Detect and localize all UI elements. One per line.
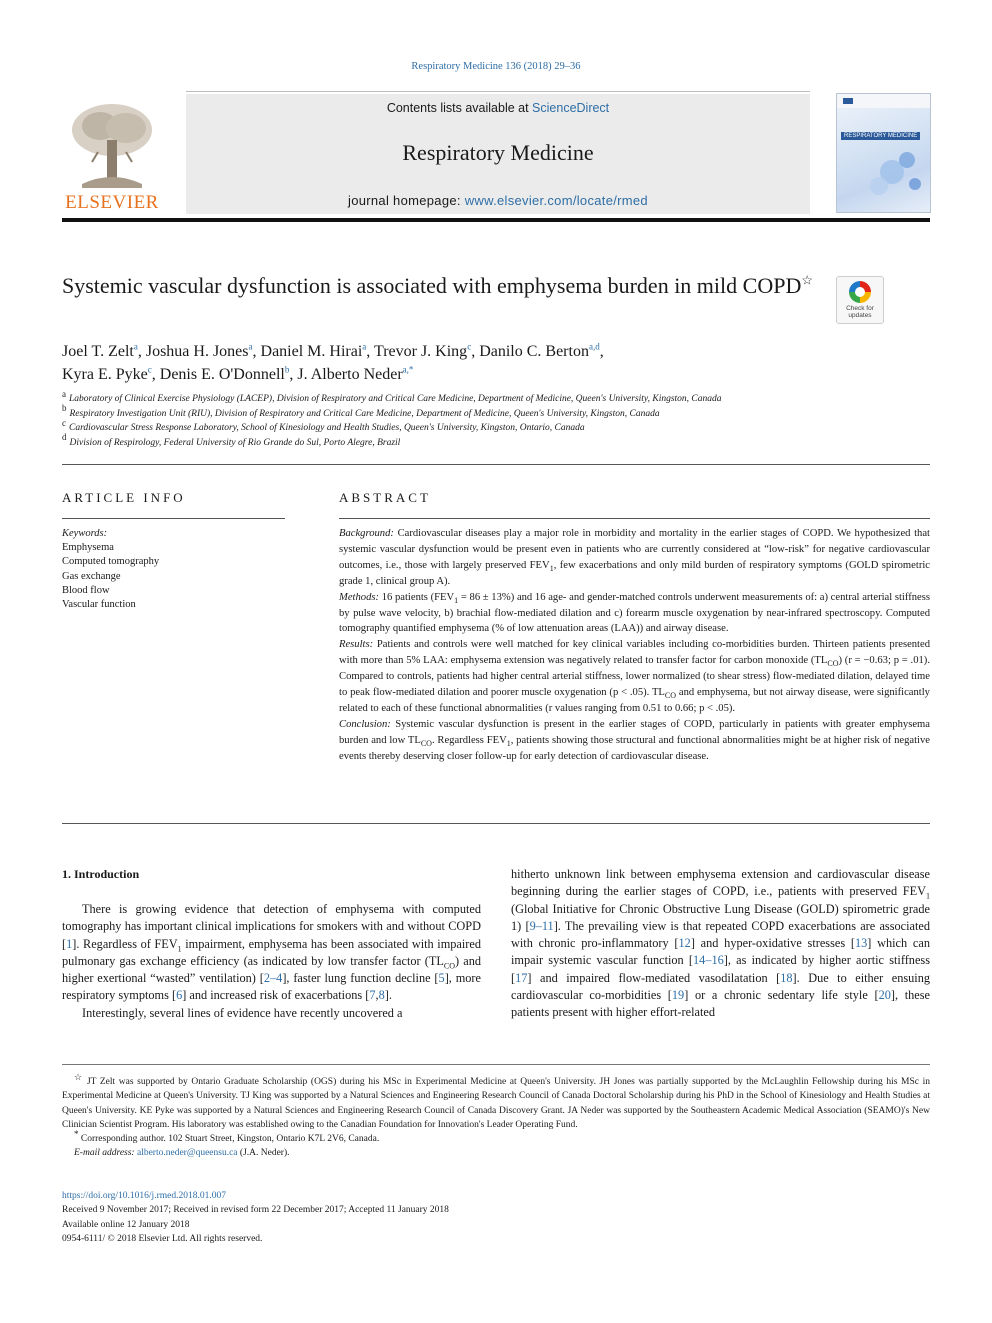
keyword: Blood flow [62,584,110,596]
abstract-methods [339,590,930,638]
contents-availability [186,101,810,115]
homepage-label: journal homepage: [348,193,465,208]
affiliation-mark: a [62,388,66,399]
author[interactable] [479,343,600,360]
author-affiliation-mark[interactable]: b [284,364,290,375]
keyword: Computed tomography [62,556,160,568]
online-date: Available online 12 January 2018 [62,1219,190,1230]
text: JT Zelt was supported by Ontario Graduate Scholarship (OGS) during his MSc in Experimental Medicine at Queen's University. JH Jones was partially supported by the McLaughlin Fellowship during his MSc in Experimental Medicine at Queen's University. TJ King was supported by a Natural Sciences and Engineering Research Council of Canada Doctoral Scholarship during his PhD in the School of Kinesiology and Health Studies at Queen's University. KE Pyke was supported by a Natural Sciences and Engineering Research Council of Canada Discovery Grant. JA Neder was supported by the Southeastern Academic Medical Association (SEAMO)'s New Clinician Scientist Program. His laboratory was established owing to the Canadian Foundation for Innovation's Leader Operating Fund. [62,1077,931,1130]
text: hitherto unknown link between emphysema extension and cardiovascular disease beginning during the earlier stages of COPD, i.e., patients with preserved FEV [511,867,930,899]
footnote-mark: ☆ [74,1071,84,1082]
affiliation [62,432,922,451]
author-name: Kyra E. Pyke [62,366,148,383]
text: ) and higher exertional “wasted” ventilation) [ [62,953,481,986]
text: ] and increased risk of exacerbations [ [182,988,370,1003]
check-for-updates-button[interactable] [836,276,884,324]
reference-link[interactable]: 19 [671,988,685,1003]
cover-title: RESPIRATORY MEDICINE [841,132,920,140]
journal-title: Respiratory Medicine [402,140,594,165]
elsevier-tree-icon [62,100,162,190]
reference-link[interactable]: 20 [878,988,891,1003]
reference-link[interactable]: 6 [176,988,183,1003]
affiliation-text: Cardiovascular Stress Response Laboratory, School of Kinesiology and Health Studies, Queen's University, Kingston, Ontario, Canada [69,423,585,433]
affiliation-mark: d [62,432,67,443]
masthead-bottom-rule [62,218,930,222]
reference-link[interactable]: 17 [515,970,528,985]
author-name: Danilo C. Berton [479,343,589,360]
affiliation-list [62,388,922,450]
affiliation-text: Division of Respirology, Federal University of Rio Grande do Sul, Porto Alegre, Brazil [69,437,401,448]
keywords-block [62,527,285,612]
reference-link[interactable]: 2–4 [263,971,283,986]
title-footnote-mark[interactable]: ☆ [801,272,813,288]
text: Interestingly, several lines of evidence have recently uncovered a [82,1005,403,1020]
author[interactable] [62,366,152,383]
affiliation-text: Laboratory of Clinical Exercise Physiology (LACEP), Division of Respiratory and Critical Care Medicine, Department of Medicine, Queen's University, Kingston, Canada [69,394,722,404]
doi-link[interactable]: https://doi.org/10.1016/j.rmed.2018.01.007 [62,1191,226,1201]
text: There is growing evidence that detection of emphysema with computed tomography has important clinical implications for smokers with and without COPD [ [62,902,481,951]
author-name: Joel T. Zelt [62,343,134,360]
corresponding-footnote [62,1129,930,1146]
paragraph: There is growing evidence that detection of emphysema with computed tomography has important clinical implications for smokers with and without COPD [1]. Regardless of $FEV_1$ impairment, emphysema has been associated with impaired pulmonary gas exchange efficiency (as indicated by low transfer factor $(TL_{CO})$ and higher exertional “wasted” ventilation) [2–4], faster lung function decline [5], more respiratory symptoms [6] and increased risk of exacerbations [7,8]. [62,902,481,1003]
intro-left-column [62,901,481,1022]
author-separator: , [366,343,374,360]
subscript: CO [420,738,432,748]
homepage-link[interactable]: www.elsevier.com/locate/rmed [464,193,648,208]
crossmark-icon [849,281,871,303]
keyword: Gas exchange [62,570,121,582]
subscript: 1 [549,563,554,573]
divider [62,518,285,519]
elsevier-wordmark: ELSEVIER [65,192,159,213]
publication-info [62,1189,930,1247]
affiliation-mark: c [62,417,66,428]
author-list [62,340,882,386]
keyword: Vascular function [62,599,136,611]
text: , patients showing those structural and functional abnormalities might be at higher risk of negative events thereby deserving closer follow-up for early detection of cardiovascular disease. [339,734,930,762]
author-separator: , [471,343,480,360]
divider [62,823,930,824]
email-link[interactable]: alberto.neder@queensu.ca [136,1148,238,1159]
reference-link[interactable]: 12 [678,936,691,951]
text: ], more respiratory symptoms [ [62,971,481,1003]
text: (Global Initiative for Chronic Obstructive Lung Disease (GOLD) spirometric grade 1) [ [511,901,930,933]
subscript: CO [443,961,455,971]
divider [62,464,930,465]
text: ] and hyper-oxidative stresses [ [690,936,855,951]
text: ] or a chronic sedentary life style [ [684,988,879,1003]
email-label: E-mail address: [74,1148,135,1159]
subscript: 1 [454,595,459,605]
footnote-mark: * [74,1129,79,1140]
author-separator: , [151,366,160,383]
affiliation-mark: b [62,403,67,414]
author-name: Joshua H. Jones [145,343,249,360]
author-affiliation-mark[interactable]: a,d [588,341,600,352]
paragraph [62,1005,481,1022]
article-title-text: Systemic vascular dysfunction is associated with emphysema burden in mild COPD [62,273,802,298]
author-name: Denis E. O'Donnell [159,366,285,383]
journal-homepage [186,193,810,208]
author[interactable] [297,366,413,383]
reference-link[interactable]: 13 [854,936,868,951]
divider [339,518,930,519]
subscript: 1 [926,891,930,901]
author[interactable] [62,343,138,360]
copyright: 0954-6111/ © 2018 Elsevier Ltd. All rights reserved. [62,1234,263,1245]
author-separator: , [599,343,604,360]
received-dates: Received 9 November 2017; Received in revised form 22 December 2017; Accepted 11 January 2018 [62,1205,449,1216]
author-affiliation-mark[interactable]: a,* [402,364,414,375]
masthead-top-rule [186,91,810,92]
contents-prefix: Contents lists available at [386,101,533,115]
author[interactable] [160,366,290,383]
text: , few exacerbations and only mild burden of respiratory symptoms (GOLD spirometric grade 1, clinical group A). [339,559,930,587]
cover-art-icon [837,94,930,212]
reference-link[interactable]: 1 [66,936,73,951]
text: ]. Regardless of FEV [72,936,178,951]
affiliation [62,417,922,436]
keyword: Emphysema [62,542,114,554]
text: Systemic vascular dysfunction is present in the earlier stages of COPD, particularly in patients with greater emphysema burden and low TL [339,718,930,746]
text: ] which can impair systemic vascular function [ [511,936,930,968]
author-name: J. Alberto Neder [297,366,403,383]
abstract-body [339,526,930,765]
author-affiliation-mark[interactable]: a [248,341,253,352]
author[interactable] [261,343,367,360]
author-affiliation-mark[interactable]: a [133,341,138,352]
paragraph [511,866,930,1022]
crossmark-label: Check for updates [846,305,874,319]
text: ] and impaired flow-mediated vasodilatation [ [527,970,781,985]
abstract-conclusion [339,717,930,765]
text: ], as indicated by higher aortic stiffness [ [511,953,930,985]
reference-link[interactable]: 8 [378,988,385,1003]
journal-citation[interactable]: Respiratory Medicine 136 (2018) 29–36 [411,61,581,72]
text: Cardiovascular diseases play a major role in morbidity and mortality in the earlier stages of COPD. We hypothesized that systemic vascular dysfunction would be present even in patients who are currently considered at “low-risk” for negative cardiovascular outcomes, i.e., those with largely preserved FEV [339,528,930,571]
affiliation [62,388,922,407]
reference-link[interactable]: 5 [438,971,445,986]
subscript: 1 [177,944,182,954]
reference-link[interactable]: 18 [780,970,793,985]
author-separator: , [137,343,146,360]
author-name: Trevor J. King [373,343,468,360]
author-affiliation-mark[interactable]: c [147,364,152,375]
email-footnote [62,1146,930,1160]
text: . Regardless FEV [431,734,507,746]
abstract-heading: ABSTRACT [339,490,431,505]
text: impairment, emphysema has been associated with impaired pulmonary gas exchange efficiency (as indicated by low transfer factor (TL [62,936,481,968]
text: ], these patients present with higher effort-related [511,988,931,1020]
author[interactable] [146,343,253,360]
sciencedirect-link[interactable]: ScienceDirect [532,101,610,115]
reference-link[interactable]: 7 [369,988,376,1003]
text: ], faster lung function decline [ [282,971,439,986]
section-heading-introduction: 1. Introduction [62,867,140,881]
affiliation [62,403,922,422]
subscript: CO [664,691,677,701]
section-label: Methods: [339,591,380,603]
elsevier-logo[interactable] [62,100,162,212]
keywords-label: Keywords: [62,528,108,539]
text: Corresponding author. 102 Stuart Street, Kingston, Ontario K7L 2V6, Canada. [80,1134,380,1145]
text: ) (r = −0.63; p = .01). Compared to controls, patients had higher central arterial stiffness, lower normalized (to shear stress) flow-mediated dilation, delayed time to peak flow-mediated dilation and poorer muscle oxygenation (p < .05). TL [339,655,930,699]
abstract-results [339,637,930,717]
text: and emphysema, but not airway disease, were significantly related to each of these functional abnormalities (r values ranging from 0.51 to 0.66; p < .05). [339,687,930,714]
author-separator: , [252,343,261,360]
text: ]. The prevailing view is that repeated COPD exacerbations are associated with chronic pro-inflammatory [ [511,918,930,951]
article-info-heading: ARTICLE INFO [62,490,186,505]
reference-link[interactable]: 9–11 [529,918,554,933]
section-label: Background: [339,528,394,539]
funding-footnote [62,1071,931,1132]
reference-link[interactable]: 14–16 [693,953,724,968]
article-title [62,272,822,300]
section-label: Conclusion: [339,718,391,730]
text: Patients and controls were well matched for key clinical variables including co-morbidities burden. Thirteen patients presented with more than 5% LAA: emphysema extension was negatively related to transfer factor for carbon monoxide (TL [339,639,931,667]
text: ]. Due to either ensuing cardiovascular co-morbidities [ [511,970,930,1003]
author-name: Daniel M. Hirai [260,343,363,360]
text: (J.A. Neder). [239,1148,290,1159]
author[interactable] [374,343,471,360]
footnotes [62,1071,931,1161]
author-affiliation-mark[interactable]: a [362,341,367,352]
text: = 86 ± 13%) and 16 age- and gender-matched controls underwent measurements of: a) central arterial stiffness by pulse wave velocity, b) brachial flow-mediated dilation and c) forearm muscle oxygenation by near-infrared spectroscopy. Computed tomography quantified emphysema (% of low attenuation areas (LAA)) and airway disease. [339,591,930,635]
text: ]. [384,988,392,1003]
subscript: CO [827,659,839,669]
footnote-divider [62,1064,930,1065]
author-affiliation-mark[interactable]: c [467,341,472,352]
text: 16 patients (FEV [381,591,455,603]
author-separator: , [289,366,298,383]
intro-right-column [511,866,930,1022]
affiliation-text: Respiratory Investigation Unit (RIU), Division of Respiratory and Critical Care Medicine, Department of Medicine, Queen's University, Kingston, Canada [69,408,660,419]
journal-cover-thumbnail[interactable] [836,93,931,213]
subscript: 1 [506,738,511,748]
abstract-background [339,526,930,590]
section-label: Results: [339,639,374,651]
